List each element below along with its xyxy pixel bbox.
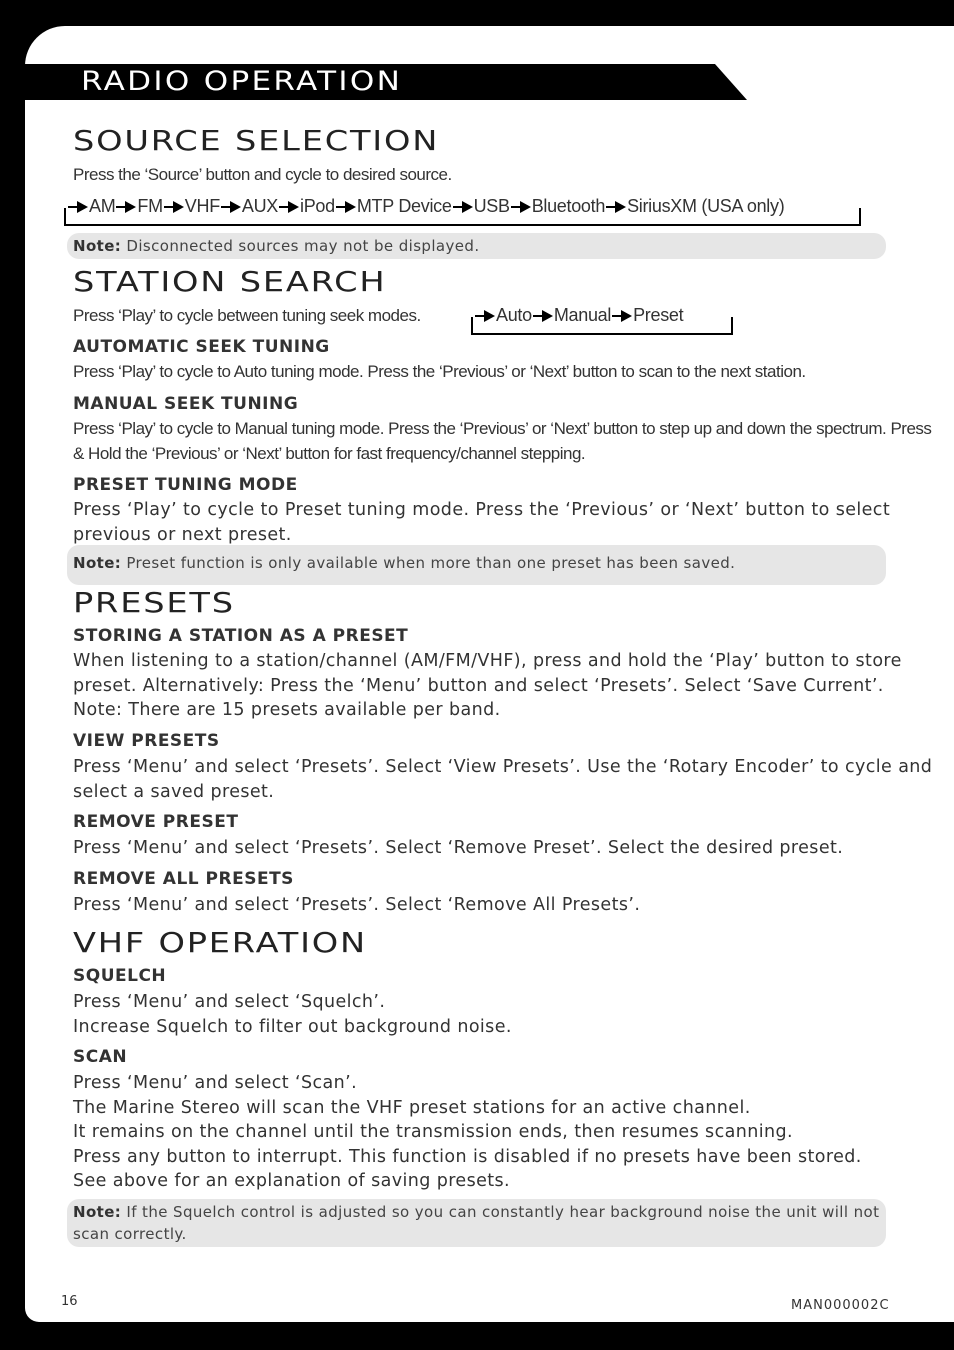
manual-seek-tuning-text: Press ‘Play’ to cycle to Manual tuning mode. Press the ‘Previous’ or ‘Next’ button to step up and down the spectrum. Press & Hold the ‘Previous’ or ‘Next’ button for fast frequency/channel stepping. (73, 419, 932, 463)
source-note (67, 233, 886, 259)
source-cycle-loop-line (64, 208, 861, 226)
automatic-seek-tuning-text: Press ‘Play’ to cycle to Auto tuning mode. Press the ‘Previous’ or ‘Next’ button to scan to the next station. (73, 362, 806, 381)
manual-page (25, 26, 954, 1322)
scan-title: SCAN (73, 1047, 128, 1067)
page-title: RADIO OPERATION (81, 66, 403, 97)
presets-heading: PRESETS (73, 586, 235, 619)
source-label: AM (89, 196, 116, 216)
source-label: SiriusXM (USA only) (627, 196, 785, 216)
note-label: Note: (73, 1203, 122, 1221)
squelch-line: Press ‘Menu’ and select ‘Squelch’. (73, 992, 386, 1012)
note-label: Note: (73, 237, 122, 255)
seek-mode-label: Preset (633, 305, 684, 325)
source-label: Bluetooth (531, 196, 606, 216)
note-label: Note: (73, 554, 122, 572)
source-label: MTP Device (356, 196, 452, 216)
view-presets-text: Press ‘Menu’ and select ‘Presets’. Select ‘View Presets’. Use the ‘Rotary Encoder’ to cycle and select a saved preset. (73, 757, 933, 802)
scan-line: See above for an explanation of saving presets. (73, 1171, 511, 1191)
manual-seek-tuning-title: MANUAL SEEK TUNING (73, 394, 299, 414)
vhf-note (67, 1199, 886, 1247)
remove-preset-title: REMOVE PRESET (73, 812, 239, 832)
source-selection-heading: SOURCE SELECTION (73, 124, 440, 157)
remove-all-presets-title: REMOVE ALL PRESETS (73, 869, 294, 889)
preset-note (67, 545, 886, 585)
source-label: AUX (241, 196, 279, 216)
note-text: If the Squelch control is adjusted so you can constantly hear background noise the unit will not scan correctly. (73, 1203, 880, 1243)
squelch-text (73, 990, 933, 1039)
preset-tuning-mode-text: Press ‘Play’ to cycle to Preset tuning mode. Press the ‘Previous’ or ‘Next’ button to select previous or next preset. (73, 500, 891, 545)
page-number: 16 (61, 1294, 78, 1309)
vhf-operation-heading: VHF OPERATION (73, 926, 367, 959)
scan-line: It remains on the channel until the transmission ends, then resumes scanning. (73, 1122, 793, 1142)
note-text: Preset function is only available when more than one preset has been saved. (126, 554, 736, 572)
source-selection-intro: Press the ‘Source’ button and cycle to desired source. (73, 165, 452, 184)
seek-mode-label: Auto (496, 305, 532, 325)
source-label: iPod (300, 196, 335, 216)
preset-tuning-mode-title: PRESET TUNING MODE (73, 475, 298, 495)
squelch-line: Increase Squelch to filter out background noise. (73, 1016, 512, 1037)
seek-mode-loop-line (471, 317, 733, 335)
scan-line: Press any button to interrupt. This function is disabled if no presets have been stored. (73, 1146, 862, 1167)
station-search-heading: STATION SEARCH (73, 265, 387, 298)
scan-line: Press ‘Menu’ and select ‘Scan’. (73, 1073, 358, 1093)
seek-mode-label: Manual (553, 305, 612, 325)
squelch-title: SQUELCH (73, 966, 167, 986)
station-search-intro: Press ‘Play’ to cycle between tuning seek modes. (73, 306, 421, 325)
scan-text (73, 1071, 933, 1194)
automatic-seek-tuning-title: AUTOMATIC SEEK TUNING (73, 337, 330, 357)
storing-preset-text: When listening to a station/channel (AM/FM/VHF), press and hold the ‘Play’ button to store preset. Alternatively: Press the ‘Menu’ button and select ‘Presets’. Select ‘Save Current’. Note: There are 15 presets available per band. (73, 651, 902, 720)
document-code: MAN000002C (791, 1298, 890, 1313)
storing-preset-title: STORING A STATION AS A PRESET (73, 626, 409, 646)
note-text: Disconnected sources may not be displayed. (126, 237, 480, 255)
source-label: USB (473, 196, 510, 216)
source-label: VHF (184, 196, 220, 216)
remove-preset-text: Press ‘Menu’ and select ‘Presets’. Select ‘Remove Preset’. Select the desired preset. (73, 838, 844, 858)
view-presets-title: VIEW PRESETS (73, 731, 220, 751)
remove-all-presets-text: Press ‘Menu’ and select ‘Presets’. Select ‘Remove All Presets’. (73, 895, 641, 915)
source-label: FM (137, 196, 163, 216)
scan-line: The Marine Stereo will scan the VHF preset stations for an active channel. (73, 1097, 751, 1118)
